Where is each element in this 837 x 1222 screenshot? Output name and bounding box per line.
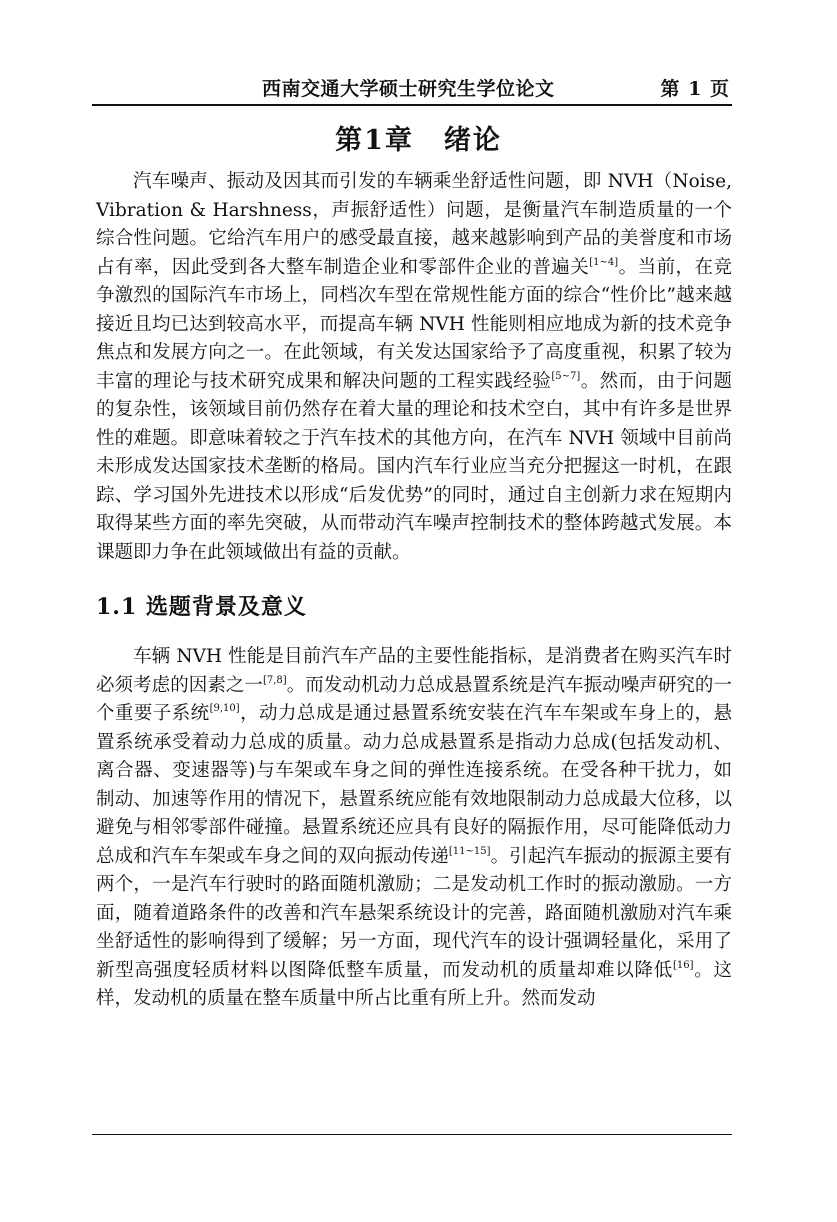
chapter-title: 绪论 (443, 125, 502, 156)
section-heading: 1.1 选题背景及意义 (96, 594, 307, 620)
intro-text-2: 。当前，在竞争激烈的国际汽车市场上，同档次车型在常规性能方面的综合“性价比”越来越接近且均已达到较高水平，而提高车辆 NVH 性能则相应地成为新的技术竞争焦点和发展方向之一。在此领域，有关发达国家给予了高度重视，积累了较为丰富的理论与技术研究成果和解决问题的工程实践经验 (96, 256, 732, 392)
header-title: 西南交通大学硕士研究生学位论文 (262, 78, 555, 100)
page-header (92, 72, 732, 106)
header-page-number: 第 1 页 (660, 78, 730, 100)
background-text-4: 。引起汽车振动的振源主要有两个，一是汽车行驶时的路面随机激励；二是发动机工作时的振动激励。一方面，随着道路条件的改善和汽车悬架系统设计的完善，路面随机激励对汽车乘坐舒适性的影响得到了缓解；另一方面，现代汽车的设计强调轻量化，采用了新型高强度轻质材料以图降低整车质量，而发动机的质量却难以降低 (96, 845, 732, 981)
background-paragraph (96, 643, 732, 1014)
intro-paragraph (96, 168, 732, 567)
background-text-5: 。这样，发动机的质量在整车质量中所占比重有所上升。然而发动 (96, 959, 732, 1009)
citation: [5~7] (551, 370, 581, 382)
background-text-3: ，动力总成是通过悬置系统安装在汽车车架或车身上的，悬置系统承受着动力总成的质量。动力总成悬置系是指动力总成(包括发动机、离合器、变速器等)与车架或车身之间的弹性连接系统。在受各种干扰力，如制动、加速等作用的情况下，悬置系统应能有效地限制动力总成最大位移，以避免与相邻零部件碰撞。悬置系统还应具有良好的隔振作用，尽可能降低动力总成和汽车车架或车身之间的双向振动传递 (96, 703, 732, 867)
citation: [16] (672, 959, 694, 971)
intro-text-1: 汽车噪声、振动及因其而引发的车辆乘坐舒适性问题，即 NVH（Noise, Vibration & Harshness，声振舒适性）问题，是衡量汽车制造质量的一个综合性问题。它给汽车用户的感受最直接，越来越影响到产品的美誉度和市场占有率，因此受到各大整车制造企业和零部件企业的普遍关 (96, 171, 732, 278)
intro-text-3: 。然而，由于问题的复杂性，该领域目前仍然存在着大量的理论和技术空白，其中有许多是世界性的难题。即意味着较之于汽车技术的其他方向，在汽车 NVH 领域中目前尚未形成发达国家技术垄断的格局。国内汽车行业应当充分把握这一时机，在跟踪、学习国外先进技术以形成“后发优势”的同时，通过自主创新力求在短期内取得某些方面的率先突破，从而带动汽车噪声控制技术的整体跨越式发展。本课题即力争在此领域做出有益的贡献。 (96, 370, 732, 563)
citation: [11~15] (448, 845, 491, 857)
background-text-2: 。而发动机动力总成悬置系统是汽车振动噪声研究的一个重要子系统 (96, 674, 732, 724)
chapter-number: 第1章 (335, 125, 414, 156)
citation: [7,8] (262, 674, 287, 686)
citation: [9,10] (209, 703, 240, 714)
chapter-heading (0, 118, 837, 157)
background-text-1: 车辆 NVH 性能是目前汽车产品的主要性能指标，是消费者在购买汽车时必须考虑的因素之一 (96, 646, 732, 696)
footer-rule (92, 1134, 732, 1135)
citation: [1~4] (589, 256, 619, 268)
